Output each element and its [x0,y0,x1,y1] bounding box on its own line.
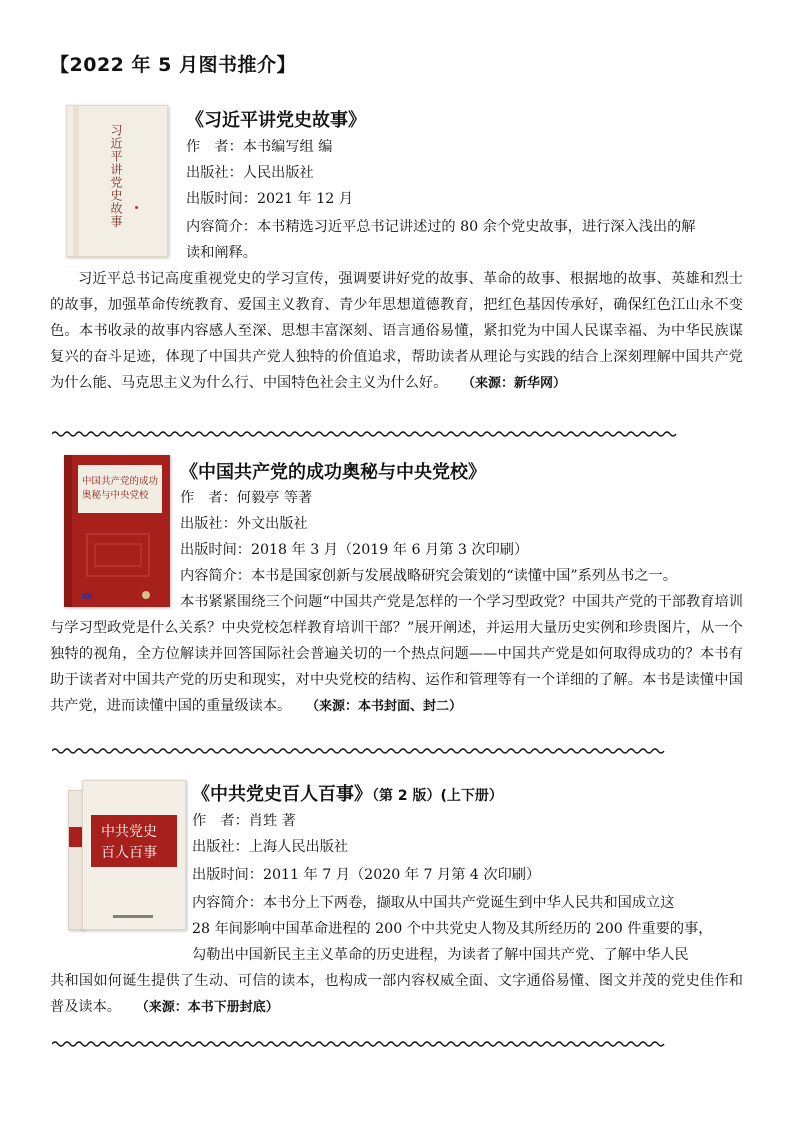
cover-title: 习近平讲党史故事 [109,124,123,228]
book-title-3: 《中共党史百人百事》（第 2 版）(上下册） [192,784,503,805]
source-note-2: （来源：本书封面、封二） [312,699,462,714]
wavy-divider-3 [52,1040,670,1048]
book-intro-1a: 内容简介：本书精选习近平总书记讲述过的 80 余个党史故事，进行深入浅出的解 [186,219,696,235]
cover-title-line-2: 百人百事 [101,845,157,861]
book-title-1: 《习近平讲党史故事》 [186,110,366,131]
book-cover-2 [64,455,170,607]
book-intro-3a: 内容简介：本书分上下两卷，撷取从中国共产党诞生到中华人民共和国成立这 [192,895,675,911]
book-title-2: 《中国共产党的成功奥秘与中央党校》 [180,462,486,483]
book-publisher-2: 出版社：外文出版社 [180,516,308,532]
book-cover-3 [68,780,186,930]
source-note-3: （来源：本书下册封底） [142,1000,279,1015]
book-intro-1b: 读和阐释。 [186,245,257,261]
book-intro-3c: 勾勒出中国新民主主义革命的历史进程，为读者了解中国共产党、了解中华人民 [192,947,689,963]
wavy-divider-1 [52,430,680,438]
book-publisher-3: 出版社：上海人民出版社 [192,839,349,855]
cover-title-line-2: 奥秘与中央党校 [82,490,149,501]
cover-title-line-1: 中共党史 [101,824,157,840]
book-intro-3b: 28 年间影响中国革命进程的 200 个中共党史人物及其所经历的 200 件重要的事， [192,921,713,937]
book-para-2: 本书紧紧围绕三个问题“中国共产党是怎样的一个学习型政党？中国共产党的干部教育培训与学习型政党是什么关系？中央党校怎样教育培训干部？”展开阐述，并运用大量历史实例和珍贵图片，从一个独特的视角，全方位解读并回答国际社会普遍关切的一个热点问题——中国共产党是如何取得成功的？本书有助于读者对中国共产党的历史和现实，对中央党校的结构、运作和管理等有一个详细的了解。本书是读懂中国共产党，进而读懂中国的重量级读本。 （来源：本书封面、封二） [50,594,743,714]
book-date-1: 出版时间：2021 年 12 月 [186,191,354,207]
book-para-1: 习近平总书记高度重视党史的学习宣传，强调要讲好党的故事、革命的故事、根据地的故事、英雄和烈士的故事，加强革命传统教育、爱国主义教育、青少年思想道德教育，把红色基因传承好，确保红色江山永不变色。本书收录的故事内容感人至深、思想丰富深刻、语言通俗易懂，紧扣党为中国人民谋幸福、为中华民族谋复兴的奋斗足迹，体现了中国共产党人独特的价值追求，帮助读者从理论与实践的结合上深刻理解中国共产党为什么能、马克思主义为什么行、中国特色社会主义为什么好。 （来源：新华网） [50,271,743,391]
book-author-2: 作 者：何毅亭 等著 [180,490,313,506]
book-intro-2: 内容简介：本书是国家创新与发展战略研究会策划的“读懂中国”系列丛书之一。 [180,568,677,584]
book-cover-1 [66,105,168,257]
book-date-3: 出版时间：2011 年 7 月（2020 年 7 月第 4 次印刷） [192,867,541,883]
book-edition-3: （第 2 版）(上下册） [372,788,503,804]
page-title: 【2022 年 5 月图书推介】 [50,54,296,76]
book-para-3: 共和国如何诞生提供了生动、可信的读本，也构成一部内容权威全面、文字通俗易懂、图文并茂的党史佳作和普及读本。 （来源：本书下册封底） [50,973,743,1015]
book-author-3: 作 者：肖甡 著 [192,813,296,829]
wavy-divider-2 [52,747,670,755]
cover-title-line-1: 中国共产党的成功 [82,476,159,487]
book-publisher-1: 出版社：人民出版社 [186,165,314,181]
source-note-1: （来源：新华网） [468,376,567,391]
book-author-1: 作 者：本书编写组 编 [186,139,333,155]
book-date-2: 出版时间：2018 年 3 月（2019 年 6 月第 3 次印刷） [180,542,529,558]
